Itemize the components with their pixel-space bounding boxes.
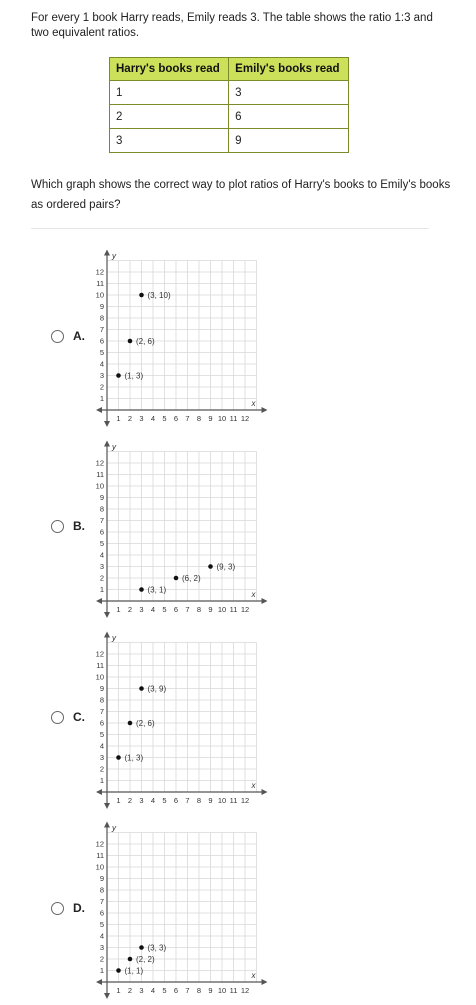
answer-choice-c[interactable] (51, 625, 451, 815)
ratio-table (109, 57, 349, 153)
data-point (174, 576, 179, 581)
y-tick-label: 7 (99, 325, 104, 334)
y-axis-arrow-down (104, 612, 110, 618)
y-tick-label: 1 (99, 776, 104, 785)
data-point (139, 945, 144, 950)
x-tick-label: 3 (139, 986, 144, 995)
y-tick-label: 5 (99, 920, 104, 929)
y-tick-label: 8 (99, 695, 104, 705)
y-tick-label: 10 (95, 290, 104, 300)
x-axis-arrow-left (96, 979, 102, 985)
table-cell: 6 (229, 105, 349, 129)
y-axis-arrow-up (104, 250, 110, 256)
x-tick-label: 7 (185, 796, 190, 805)
y-tick-label: 5 (99, 348, 104, 357)
table-cell: 9 (229, 129, 349, 153)
x-tick-label: 6 (173, 605, 179, 614)
y-axis-arrow-up (104, 822, 110, 828)
y-tick-label: 8 (99, 504, 104, 514)
data-point-label: (2, 6) (136, 719, 155, 728)
x-tick-label: 12 (240, 414, 250, 423)
question-text: Which graph shows the correct way to plot ratios of Harry's books to Emily's books as ordered pairs? (31, 179, 451, 211)
x-tick-label: 9 (208, 414, 213, 423)
x-axis-label: x (251, 781, 256, 790)
data-point (128, 957, 133, 962)
y-tick-label: 1 (99, 966, 104, 975)
data-point-label: (2, 2) (136, 955, 155, 964)
data-point-label: (6, 2) (182, 574, 201, 583)
x-tick-label: 9 (208, 605, 213, 614)
data-point (116, 755, 121, 760)
y-tick-label: 2 (99, 573, 104, 583)
data-point-label: (9, 3) (216, 562, 236, 572)
y-tick-label: 6 (99, 527, 104, 537)
x-tick-label: 12 (240, 605, 250, 614)
x-axis-arrow-left (96, 789, 102, 795)
table-row (110, 129, 349, 153)
y-axis-label: y (112, 251, 116, 261)
data-point-label: (1, 3) (124, 371, 144, 381)
x-tick-label: 6 (173, 796, 179, 805)
x-tick-label: 11 (229, 796, 238, 805)
data-point-label: (3, 3) (147, 943, 167, 953)
x-tick-label: 4 (150, 605, 156, 614)
y-tick-label: 7 (99, 516, 104, 525)
data-point (139, 686, 144, 691)
x-tick-label: 8 (196, 605, 202, 614)
x-tick-label: 12 (240, 986, 250, 995)
y-axis-label: y (112, 633, 116, 643)
y-axis-arrow-up (104, 441, 110, 447)
y-tick-label: 9 (99, 684, 104, 693)
y-tick-label: 12 (95, 458, 104, 468)
data-point (128, 339, 133, 344)
y-tick-label: 5 (99, 539, 104, 548)
x-tick-label: 7 (185, 414, 190, 423)
x-tick-label: 10 (217, 605, 227, 614)
y-tick-label: 6 (99, 908, 104, 918)
x-axis-arrow-right (262, 789, 268, 795)
y-tick-label: 7 (99, 707, 104, 716)
y-tick-label: 1 (99, 394, 104, 403)
y-axis-label: y (112, 823, 116, 833)
x-tick-label: 4 (150, 986, 156, 995)
x-tick-label: 4 (150, 796, 156, 805)
choice-letter: B. (73, 519, 85, 533)
y-tick-label: 4 (99, 741, 104, 751)
x-axis-arrow-right (262, 598, 268, 604)
x-tick-label: 3 (139, 605, 144, 614)
y-tick-label: 2 (99, 764, 104, 774)
table-cell: 3 (110, 129, 229, 153)
coordinate-graph (95, 815, 310, 1005)
y-tick-label: 5 (99, 730, 104, 739)
column-header-emily: Emily's books read (229, 58, 349, 81)
choice-letter: A. (73, 329, 85, 343)
data-point-label: (3, 9) (147, 684, 167, 694)
data-point (208, 564, 213, 569)
x-tick-label: 9 (208, 796, 213, 805)
x-axis-arrow-right (262, 979, 268, 985)
x-tick-label: 5 (162, 414, 167, 423)
x-tick-label: 11 (229, 414, 238, 423)
x-axis-label: x (251, 399, 256, 408)
y-tick-label: 4 (99, 359, 104, 369)
x-tick-label: 4 (150, 414, 156, 423)
x-tick-label: 10 (217, 986, 227, 995)
x-tick-label: 5 (162, 986, 167, 995)
y-tick-label: 9 (99, 493, 104, 502)
answer-choice-b[interactable] (51, 434, 451, 624)
y-tick-label: 1 (99, 585, 104, 594)
table-header-row (110, 58, 349, 81)
y-axis-arrow-down (104, 803, 110, 809)
x-axis-label: x (251, 590, 256, 599)
radio-button[interactable] (51, 330, 64, 343)
y-axis-arrow-up (104, 632, 110, 638)
x-axis-arrow-left (96, 407, 102, 413)
divider (31, 228, 429, 229)
x-tick-label: 10 (217, 414, 227, 423)
x-tick-label: 1 (116, 414, 121, 423)
x-tick-label: 2 (127, 414, 133, 423)
data-point (116, 373, 121, 378)
data-point (116, 968, 121, 973)
y-axis-arrow-down (104, 993, 110, 999)
x-tick-label: 8 (196, 414, 202, 423)
answer-choice-a[interactable] (51, 243, 451, 433)
y-tick-label: 12 (95, 649, 104, 659)
y-tick-label: 11 (96, 470, 104, 479)
coordinate-graph (95, 625, 310, 815)
y-tick-label: 3 (99, 943, 104, 952)
y-tick-label: 7 (99, 897, 104, 906)
x-tick-label: 8 (196, 986, 202, 995)
x-tick-label: 1 (116, 796, 121, 805)
y-tick-label: 2 (99, 954, 104, 964)
y-tick-label: 11 (96, 279, 104, 288)
y-tick-label: 12 (95, 267, 104, 277)
table-cell: 1 (110, 81, 229, 105)
data-point-label: (1, 1) (124, 966, 144, 976)
coordinate-graph (95, 243, 310, 433)
x-tick-label: 1 (116, 986, 121, 995)
x-tick-label: 3 (139, 414, 144, 423)
x-tick-label: 7 (185, 986, 190, 995)
x-tick-label: 6 (173, 414, 179, 423)
y-tick-label: 3 (99, 753, 104, 762)
data-point (139, 293, 144, 298)
y-tick-label: 4 (99, 931, 104, 941)
x-tick-label: 5 (162, 796, 167, 805)
y-tick-label: 3 (99, 562, 104, 571)
x-tick-label: 2 (127, 796, 133, 805)
x-tick-label: 6 (173, 986, 179, 995)
x-tick-label: 9 (208, 986, 213, 995)
y-tick-label: 11 (96, 851, 104, 860)
x-tick-label: 1 (116, 605, 121, 614)
y-tick-label: 10 (95, 481, 104, 491)
x-tick-label: 8 (196, 796, 202, 805)
data-point-label: (2, 6) (136, 337, 155, 346)
data-point (139, 587, 144, 592)
x-tick-label: 12 (240, 796, 250, 805)
x-tick-label: 3 (139, 796, 144, 805)
y-tick-label: 6 (99, 336, 104, 346)
choice-letter: D. (73, 901, 85, 915)
x-axis-arrow-left (96, 598, 102, 604)
choice-letter: C. (73, 710, 85, 724)
x-tick-label: 5 (162, 605, 167, 614)
y-tick-label: 11 (96, 661, 104, 670)
y-tick-label: 3 (99, 371, 104, 380)
data-point-label: (1, 3) (124, 753, 144, 763)
x-tick-label: 11 (229, 986, 238, 995)
y-tick-label: 4 (99, 550, 104, 560)
data-point-label: (3, 10) (147, 291, 171, 300)
x-tick-label: 2 (127, 605, 133, 614)
x-tick-label: 7 (185, 605, 190, 614)
x-axis-arrow-right (262, 407, 268, 413)
radio-button[interactable] (51, 711, 64, 724)
answer-choice-d[interactable] (51, 815, 451, 1005)
data-point-label: (3, 1) (147, 585, 167, 595)
table-cell: 3 (229, 81, 349, 105)
table-cell: 2 (110, 105, 229, 129)
y-tick-label: 10 (95, 862, 104, 872)
y-tick-label: 8 (99, 885, 104, 895)
table-row (110, 105, 349, 129)
y-tick-label: 6 (99, 718, 104, 728)
radio-button[interactable] (51, 902, 64, 915)
y-tick-label: 2 (99, 382, 104, 392)
y-tick-label: 9 (99, 874, 104, 883)
x-tick-label: 10 (217, 796, 227, 805)
y-axis-arrow-down (104, 421, 110, 427)
x-tick-label: 11 (229, 605, 238, 614)
table-row (110, 81, 349, 105)
y-tick-label: 10 (95, 672, 104, 682)
column-header-harry: Harry's books read (110, 58, 229, 81)
problem-prompt: For every 1 book Harry reads, Emily reads 3. The table shows the ratio 1:3 and two equivalent ratios. (31, 12, 433, 39)
y-tick-label: 9 (99, 302, 104, 311)
coordinate-graph (95, 434, 310, 624)
y-axis-label: y (112, 442, 116, 452)
data-point (128, 721, 133, 726)
radio-button[interactable] (51, 520, 64, 533)
y-tick-label: 8 (99, 313, 104, 323)
x-axis-label: x (251, 971, 256, 980)
x-tick-label: 2 (127, 986, 133, 995)
y-tick-label: 12 (95, 839, 104, 849)
